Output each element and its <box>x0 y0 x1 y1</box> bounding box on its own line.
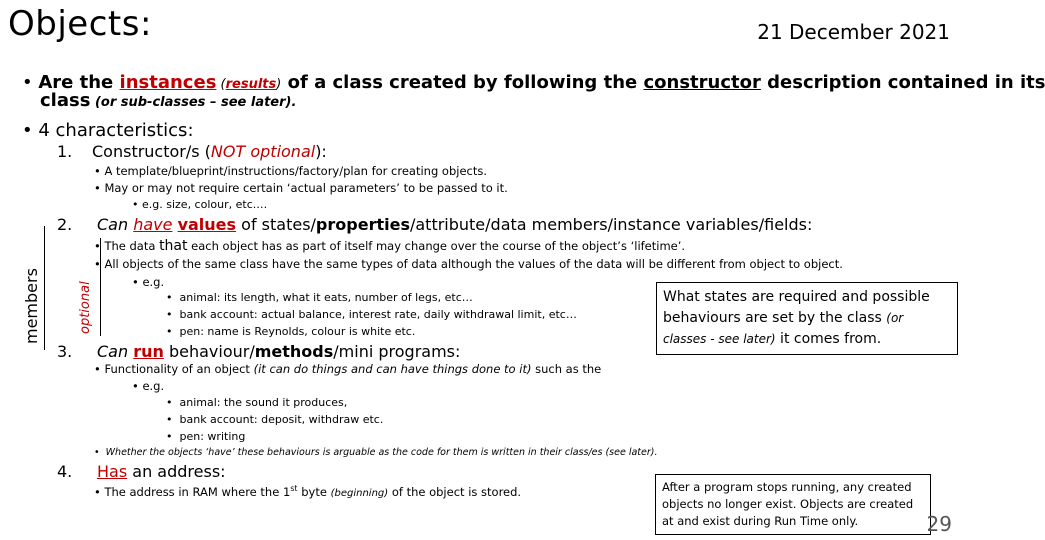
runtime-callout: After a program stops running, any created objects no longer exist. Objects are created at and exist during Run Time only. <box>655 474 931 535</box>
item-1-sub-2: • May or may not require certain ‘actual parameters’ to be passed to it. <box>94 181 508 195</box>
item-2-example-1: • animal: its length, what it eats, number of legs, etc… <box>166 291 473 304</box>
intro-bullet-1: • Are the instances (results) of a class created by following the constructor description contained in its <box>22 72 1045 93</box>
item-2-example-2: • bank account: actual balance, interest rate, daily withdrawal limit, etc… <box>166 308 577 321</box>
members-bracket <box>44 226 45 350</box>
item-4-heading: Has an address: <box>97 462 226 481</box>
item-1-heading: Constructor/s (NOT optional): <box>92 142 327 161</box>
members-label: members <box>22 268 41 344</box>
item-3-eg: • e.g. <box>132 379 165 393</box>
item-2-eg: • e.g. <box>132 275 165 289</box>
item-1-number: 1. <box>57 142 73 161</box>
item-2-example-3: • pen: name is Reynolds, colour is white etc. <box>166 325 416 338</box>
item-3-number: 3. <box>57 342 73 361</box>
item-3-sub-1: • Functionality of an object (it can do things and can have things done to it) such as the <box>94 362 602 376</box>
optional-bracket <box>100 238 101 336</box>
item-3-note: • Whether the objects ‘have’ these behaviours is arguable as the code for them is written in their class/es (see later). <box>94 447 658 458</box>
states-behaviours-callout: What states are required and possible behaviours are set by the class (or classes - see later) it comes from. <box>656 282 958 355</box>
item-3-example-1: • animal: the sound it produces, <box>166 396 348 409</box>
item-4-number: 4. <box>57 462 73 481</box>
item-2-number: 2. <box>57 215 73 234</box>
item-1-sub-3: • e.g. size, colour, etc.… <box>132 198 268 211</box>
intro-bullet-1-cont: class (or sub-classes – see later). <box>40 90 297 111</box>
item-2-heading: Can have values of states/properties/attribute/data members/instance variables/fields: <box>97 215 813 234</box>
item-3-example-3: • pen: writing <box>166 430 246 443</box>
item-4-sub-1: • The address in RAM where the 1st byte (beginning) of the object is stored. <box>94 484 522 499</box>
item-2-sub-2: • All objects of the same class have the same types of data although the values of the data will be different from object to object. <box>94 257 843 271</box>
item-1-sub-1: • A template/blueprint/instructions/factory/plan for creating objects. <box>94 164 488 178</box>
item-3-example-2: • bank account: deposit, withdraw etc. <box>166 413 384 426</box>
page-number: 29 <box>926 512 952 536</box>
item-3-heading: Can run behaviour/methods/mini programs: <box>97 342 461 361</box>
item-2-sub-1: • The data that each object has as part of itself may change over the course of the object’s ‘lifetime’. <box>94 238 686 254</box>
slide-date: 21 December 2021 <box>757 20 950 44</box>
page-title: Objects: <box>8 4 152 44</box>
intro-bullet-2: • 4 characteristics: <box>22 120 194 141</box>
optional-label: optional <box>78 281 93 334</box>
